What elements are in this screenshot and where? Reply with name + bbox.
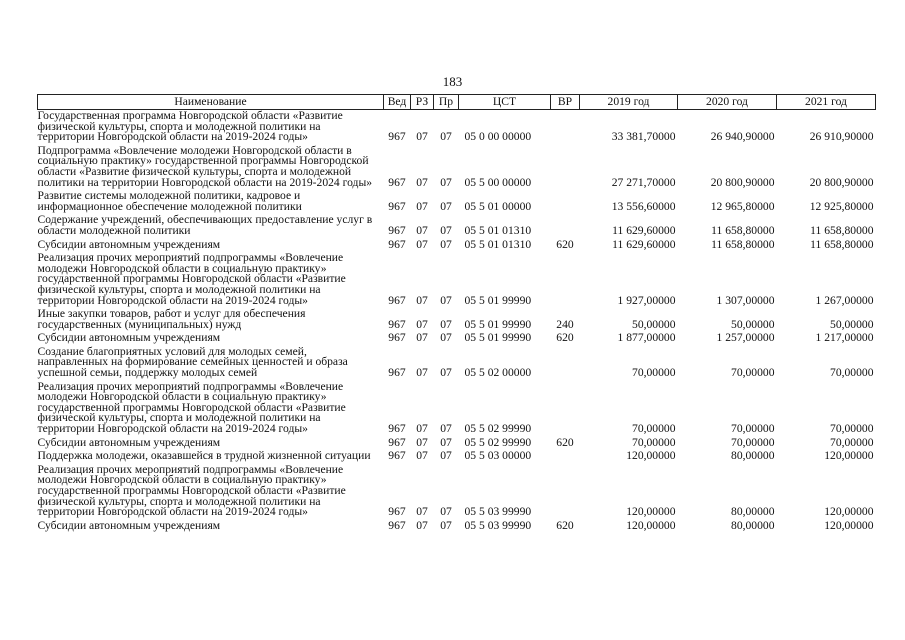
cell-vr xyxy=(551,346,580,381)
cell-name: Создание благоприятных условий для молодых семей, направленных на формирование семейных ценностей и образа успешной семьи, поддержку молодых семей xyxy=(37,344,348,380)
cell-ved: 967 xyxy=(388,199,406,213)
cell-2021: 1 217,00000 xyxy=(815,331,874,345)
cell-ved: 967 xyxy=(388,331,406,345)
cell-pr: 07 xyxy=(440,518,452,532)
cell-2020: 26 940,90000 xyxy=(710,130,775,144)
header-2019: 2019 год xyxy=(580,95,678,110)
cell-2021: 20 800,90000 xyxy=(809,175,874,189)
cell-name: Государственная программа Новгородской области «Развитие физической культуры, спорта и молодежной политики на территории Новгородской области на 2019-2024 годы» xyxy=(37,109,343,144)
cell-vr xyxy=(551,214,580,238)
cell-vr xyxy=(551,381,580,437)
cell-2020: 50,00000 xyxy=(731,317,775,331)
cell-2020: 70,00000 xyxy=(731,435,775,449)
header-2020: 2020 год xyxy=(678,95,777,110)
cell-cst: 05 5 01 99990 xyxy=(464,293,532,307)
table-row xyxy=(38,437,876,451)
header-2021: 2021 год xyxy=(777,95,876,110)
cell-cst: 05 5 01 99990 xyxy=(464,317,532,331)
table-row xyxy=(38,252,876,308)
cell-2020: 11 658,80000 xyxy=(711,237,775,251)
cell-2019: 33 381,70000 xyxy=(611,130,676,144)
cell-pr: 07 xyxy=(440,130,452,144)
cell-2019: 11 629,60000 xyxy=(612,237,676,251)
table-row xyxy=(38,308,876,332)
cell-2021: 12 925,80000 xyxy=(809,199,874,213)
cell-2020: 1 257,00000 xyxy=(716,331,775,345)
cell-name: Реализация прочих мероприятий подпрограммы «Вовлечение молодежи Новгородской области в социальную практику» государственной программы Новгородской области «Развитие физической культуры, спорта и молодежной политики на территории Новгородской области на 2019-2024 годы» xyxy=(37,251,346,307)
cell-rz: 07 xyxy=(416,223,428,237)
cell-2019: 1 877,00000 xyxy=(617,331,676,345)
cell-ved: 967 xyxy=(388,435,406,449)
cell-vr: 240 xyxy=(556,317,574,331)
cell-pr: 07 xyxy=(440,175,452,189)
cell-ved: 967 xyxy=(388,505,406,519)
cell-rz: 07 xyxy=(416,518,428,532)
cell-name: Субсидии автономным учреждениям xyxy=(37,518,221,532)
cell-2020: 1 307,00000 xyxy=(716,293,775,307)
cell-name: Подпрограмма «Вовлечение молодежи Новгородской области в социальную практику» государственной программы Новгородской области «Развитие физической культуры, спорта и молодежной политики на территории Новгородской области на 2019-2024 годы» xyxy=(37,143,373,189)
cell-pr: 07 xyxy=(440,293,452,307)
cell-pr: 07 xyxy=(440,366,452,380)
cell-2021: 70,00000 xyxy=(830,435,874,449)
cell-name: Субсидии автономным учреждениям xyxy=(37,435,221,449)
cell-ved: 967 xyxy=(388,317,406,331)
cell-2021: 120,00000 xyxy=(824,505,874,519)
header-pr: Пр xyxy=(434,95,459,110)
header-rz: РЗ xyxy=(411,95,434,110)
cell-2021: 70,00000 xyxy=(830,366,874,380)
cell-cst: 05 5 01 99990 xyxy=(464,331,532,345)
cell-2019: 50,00000 xyxy=(632,317,676,331)
cell-cst: 05 5 01 00000 xyxy=(464,199,532,213)
cell-cst: 05 5 03 99990 xyxy=(464,518,532,532)
cell-rz: 07 xyxy=(416,422,428,436)
table-row xyxy=(38,110,876,145)
cell-rz: 07 xyxy=(416,366,428,380)
cell-2020: 70,00000 xyxy=(731,422,775,436)
cell-2020: 80,00000 xyxy=(731,518,775,532)
cell-2021: 50,00000 xyxy=(830,317,874,331)
cell-2021: 70,00000 xyxy=(830,422,874,436)
cell-vr: 620 xyxy=(556,435,574,449)
cell-2019: 70,00000 xyxy=(632,422,676,436)
cell-2020: 80,00000 xyxy=(731,505,775,519)
cell-rz: 07 xyxy=(416,237,428,251)
cell-cst: 05 5 02 00000 xyxy=(464,366,532,380)
cell-cst: 05 5 03 00000 xyxy=(464,449,532,463)
table-row xyxy=(38,239,876,253)
cell-cst: 05 5 01 01310 xyxy=(464,237,532,251)
cell-rz: 07 xyxy=(416,199,428,213)
cell-2019: 120,00000 xyxy=(626,449,676,463)
cell-pr: 07 xyxy=(440,435,452,449)
cell-ved: 967 xyxy=(388,449,406,463)
cell-cst: 05 5 02 99990 xyxy=(464,422,532,436)
header-vr: ВР xyxy=(551,95,580,110)
cell-name: Содержание учреждений, обеспечивающих предоставление услуг в области молодежной политики xyxy=(37,213,373,237)
cell-vr xyxy=(551,450,580,464)
cell-rz: 07 xyxy=(416,293,428,307)
table-row xyxy=(38,464,876,520)
budget-table xyxy=(37,94,876,533)
table-row xyxy=(38,520,876,534)
cell-vr xyxy=(551,110,580,145)
table-row xyxy=(38,214,876,238)
cell-2021: 11 658,80000 xyxy=(810,237,874,251)
table-row xyxy=(38,381,876,437)
cell-2019: 70,00000 xyxy=(632,366,676,380)
cell-name: Развитие системы молодежной политики, кадровое и информационное обеспечение молодежной политики xyxy=(37,189,302,213)
cell-rz: 07 xyxy=(416,331,428,345)
cell-vr xyxy=(551,190,580,214)
table-body xyxy=(38,110,876,534)
cell-2021: 26 910,90000 xyxy=(809,130,874,144)
cell-pr: 07 xyxy=(440,449,452,463)
cell-2019: 11 629,60000 xyxy=(612,223,676,237)
cell-ved: 967 xyxy=(388,293,406,307)
cell-2021: 1 267,00000 xyxy=(815,293,874,307)
cell-2021: 120,00000 xyxy=(824,449,874,463)
cell-2020: 11 658,80000 xyxy=(711,223,775,237)
cell-pr: 07 xyxy=(440,331,452,345)
table-header-row xyxy=(38,95,876,110)
cell-pr: 07 xyxy=(440,317,452,331)
cell-pr: 07 xyxy=(440,422,452,436)
table-row xyxy=(38,450,876,464)
cell-ved: 967 xyxy=(388,518,406,532)
header-cst: ЦСТ xyxy=(459,95,551,110)
cell-2020: 12 965,80000 xyxy=(710,199,775,213)
table-row xyxy=(38,190,876,214)
cell-rz: 07 xyxy=(416,435,428,449)
cell-vr: 620 xyxy=(556,518,574,532)
cell-2019: 120,00000 xyxy=(626,505,676,519)
table-row xyxy=(38,145,876,190)
cell-2019: 1 927,00000 xyxy=(617,293,676,307)
cell-ved: 967 xyxy=(388,223,406,237)
cell-pr: 07 xyxy=(440,237,452,251)
header-name: Наименование xyxy=(38,95,384,110)
cell-name: Субсидии автономным учреждениям xyxy=(37,237,221,251)
cell-2021: 120,00000 xyxy=(824,518,874,532)
cell-ved: 967 xyxy=(388,237,406,251)
cell-vr: 620 xyxy=(556,331,574,345)
cell-rz: 07 xyxy=(416,505,428,519)
cell-rz: 07 xyxy=(416,449,428,463)
cell-rz: 07 xyxy=(416,130,428,144)
table-row xyxy=(38,346,876,381)
cell-ved: 967 xyxy=(388,422,406,436)
cell-cst: 05 5 01 01310 xyxy=(464,223,532,237)
cell-pr: 07 xyxy=(440,199,452,213)
page-number: 183 xyxy=(442,74,463,89)
cell-pr: 07 xyxy=(440,223,452,237)
cell-vr xyxy=(551,464,580,520)
cell-cst: 05 5 03 99990 xyxy=(464,505,532,519)
cell-2020: 80,00000 xyxy=(731,449,775,463)
cell-2020: 70,00000 xyxy=(731,366,775,380)
cell-vr xyxy=(551,252,580,308)
cell-vr: 620 xyxy=(556,237,574,251)
table-row xyxy=(38,332,876,346)
cell-ved: 967 xyxy=(388,366,406,380)
cell-cst: 05 5 02 99990 xyxy=(464,435,532,449)
cell-ved: 967 xyxy=(388,175,406,189)
cell-cst: 05 0 00 00000 xyxy=(464,130,532,144)
cell-2019: 27 271,70000 xyxy=(611,175,676,189)
cell-2020: 20 800,90000 xyxy=(710,175,775,189)
cell-name: Поддержка молодежи, оказавшейся в трудной жизненной ситуации xyxy=(37,449,371,463)
cell-ved: 967 xyxy=(388,130,406,144)
cell-2019: 120,00000 xyxy=(626,518,676,532)
cell-name: Иные закупки товаров, работ и услуг для обеспечения государственных (муниципальных) нужд xyxy=(37,307,306,331)
header-ved: Вед xyxy=(384,95,411,110)
cell-rz: 07 xyxy=(416,317,428,331)
cell-2021: 11 658,80000 xyxy=(810,223,874,237)
cell-name: Реализация прочих мероприятий подпрограммы «Вовлечение молодежи Новгородской области в социальную практику» государственной программы Новгородской области «Развитие физической культуры, спорта и молодежной политики на территории Новгородской области на 2019-2024 годы» xyxy=(37,379,346,436)
cell-cst: 05 5 00 00000 xyxy=(464,175,532,189)
cell-2019: 70,00000 xyxy=(632,435,676,449)
cell-name: Субсидии автономным учреждениям xyxy=(37,331,221,345)
cell-2019: 13 556,60000 xyxy=(611,199,676,213)
cell-vr xyxy=(551,145,580,190)
cell-pr: 07 xyxy=(440,505,452,519)
cell-rz: 07 xyxy=(416,175,428,189)
cell-name: Реализация прочих мероприятий подпрограммы «Вовлечение молодежи Новгородской области в социальную практику» государственной программы Новгородской области «Развитие физической культуры, спорта и молодежной политики на территории Новгородской области на 2019-2024 годы» xyxy=(37,462,346,519)
